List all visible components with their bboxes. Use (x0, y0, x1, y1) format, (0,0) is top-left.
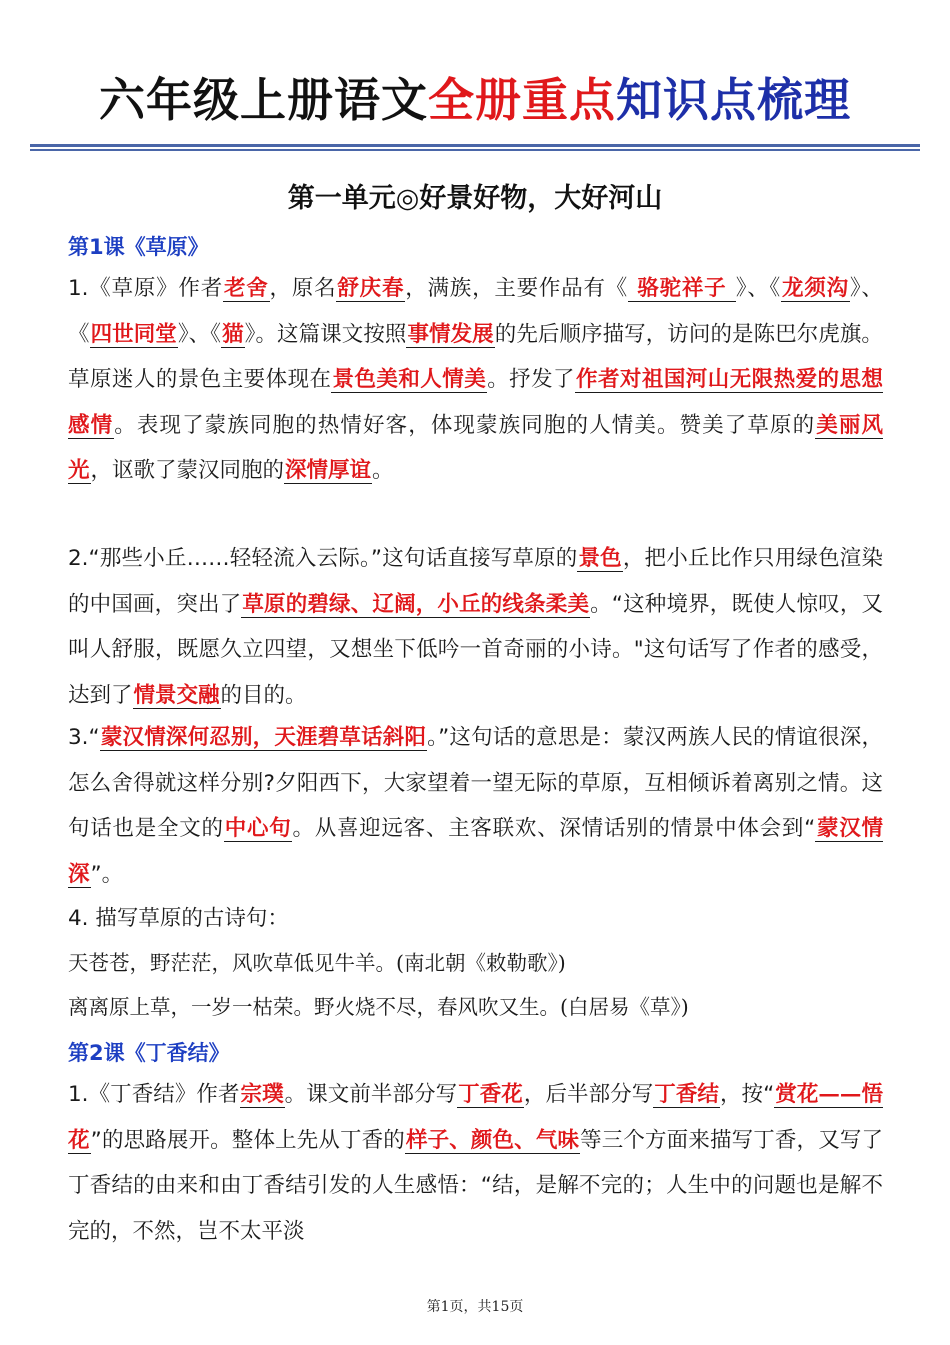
text-run: 。 (372, 458, 394, 483)
lesson-1-paragraph-4: 4. 描写草原的古诗句： (68, 906, 289, 931)
text-run: 。从喜迎远客、主客联欢、深情话别的情景中体会到“ (292, 816, 816, 841)
key-point: 龙须沟 (782, 276, 849, 301)
key-point: 中心句 (224, 816, 292, 841)
text-run: 等三个方面来描写丁香，又写了丁香结的由来和由丁香结引发的人生感悟：“结，是解不完的；人生中的问题也是解不完的，不然，岂不太平淡 (68, 1127, 883, 1244)
text-run: 。课文前半部分写 (284, 1082, 458, 1107)
text-run: ，原名 (269, 276, 337, 301)
key-point: 舒庆春 (337, 276, 405, 301)
key-point: 样子、颜色、气味 (405, 1127, 580, 1153)
key-point: 事情发展 (407, 321, 494, 347)
text-run: 1.《丁香结》作者 (68, 1082, 240, 1107)
title-divider-bottom (30, 149, 920, 151)
text-run: 。“这种境界，既使人惊叹，又叫人舒服，既愿久立四望，又想坐下低吟一首奇丽的小诗。"这句话写了作者的感受，达到了 (68, 591, 883, 708)
page-title (0, 70, 950, 130)
key-point: 作者对祖国河山无限热爱的思想感情 (68, 367, 883, 438)
key-point: 情景交融 (133, 682, 220, 708)
text-run: ”。 (90, 861, 124, 887)
key-point: 老舍 (223, 276, 269, 301)
text-run: 。”这句话的意思是：蒙汉两族人民的情谊很深，怎么舍得就这样分别?夕阳西下，大家望着一望无际的草原，互相倾诉着离别之情。这句话也是全文的 (68, 725, 883, 841)
text-run: ，把小丘比作只用绿色渲染的中国画，突出了 (68, 546, 883, 617)
key-point: 赏花——悟花 (68, 1082, 883, 1153)
key-point: 草原的碧绿、辽阔，小丘的线条柔美 (242, 591, 590, 617)
key-point: 骆驼祥子 (629, 276, 735, 301)
text-run: 》、《 (68, 276, 883, 347)
lesson-2-paragraph-1 (68, 1072, 883, 1254)
key-point: 景色 (578, 546, 622, 571)
title-part-1: 六年级上册语文 (99, 73, 428, 127)
text-run: 》。这篇课文按照 (244, 321, 407, 347)
title-divider-top (30, 144, 920, 147)
key-point: 丁香结 (654, 1082, 719, 1107)
text-run: 。表现了蒙族同胞的热情好客，体现蒙族同胞的人情美。赞美了草原的 (114, 412, 816, 438)
text-run: ，讴歌了蒙汉同胞的 (90, 458, 285, 483)
key-point: 丁香花 (458, 1082, 523, 1107)
text-run: 》、《 (177, 321, 222, 347)
key-point: 景色美和人情美 (332, 367, 487, 392)
text-run: 3.“ (68, 725, 100, 750)
text-run: ，按“ (719, 1082, 775, 1107)
key-point: 美丽风光 (68, 412, 883, 483)
text-run: 》、《 (735, 276, 782, 301)
key-point: 深情厚谊 (285, 458, 372, 483)
lesson-2-heading: 第2课《丁香结》 (68, 1041, 230, 1065)
key-point: 猫 (222, 321, 244, 347)
lesson-1-heading: 第1课《草原》 (68, 235, 209, 259)
title-part-2: 全册重点 (428, 73, 616, 127)
text-run: 1.《草原》作者 (68, 276, 223, 301)
text-run: ”的思路展开。整体上先从丁香的 (90, 1127, 405, 1153)
lesson-1-paragraph-3 (68, 715, 883, 897)
lesson-1-paragraph-1 (68, 266, 883, 494)
key-point: 蒙汉情深何忍别，天涯碧草话斜阳 (100, 725, 427, 750)
text-run: 的先后顺序描写，访问的是陈巴尔虎旗。草原迷人的景色主要体现在 (68, 321, 883, 392)
text-run: 2.“那些小丘……轻轻流入云际。”这句话直接写草原的 (68, 546, 578, 571)
title-part-3: 知识点梳理 (616, 73, 851, 127)
text-run: 的目的。 (220, 682, 307, 708)
poem-line-2: 离离原上草，一岁一枯荣。野火烧不尽，春风吹又生。(白居易《草》) (68, 995, 689, 1019)
text-run: ，后半部分写 (523, 1082, 654, 1107)
unit-title: 第一单元◎好景好物，大好河山 (287, 183, 663, 214)
page-footer: 第1页，共15页 (426, 1299, 524, 1315)
lesson-1-paragraph-2 (68, 536, 883, 718)
text-run: 。抒发了 (487, 367, 576, 392)
key-point: 宗璞 (240, 1082, 284, 1107)
text-run: ，满族，主要作品有《 (405, 276, 629, 301)
poem-line-1: 天苍苍，野茫茫，风吹草低见牛羊。(南北朝《敕勒歌》) (68, 951, 566, 975)
key-point: 蒙汉情深 (68, 816, 883, 887)
key-point: 四世同堂 (90, 321, 177, 347)
